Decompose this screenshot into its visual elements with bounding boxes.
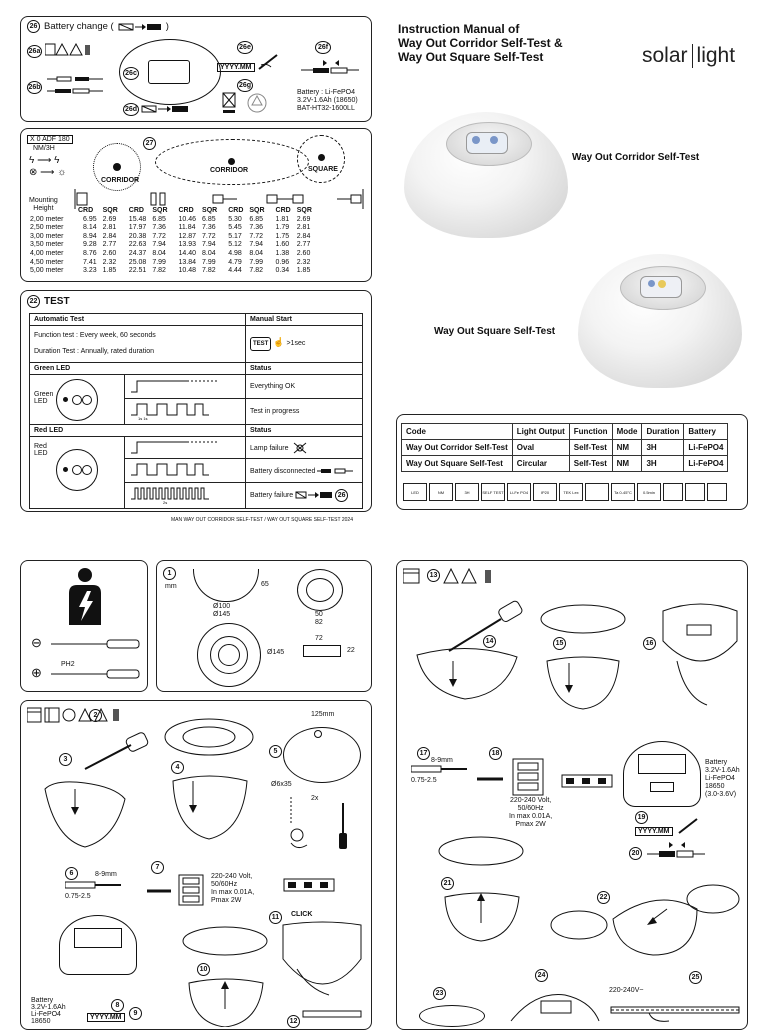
- step-number: 24: [535, 969, 548, 982]
- substep-26e: 26e: [237, 41, 253, 54]
- square-product-label: Way Out Square Self-Test: [434, 326, 556, 337]
- step-number: 26: [27, 20, 40, 33]
- snap-cover-illustration: [279, 919, 365, 1019]
- light-symbols: ϟ ⟶ ϟ ⊗ ⟶ ☼: [29, 155, 67, 178]
- spec-icon: NM: [429, 483, 453, 501]
- battery-change-header: 26 Battery change ( ): [27, 20, 169, 33]
- step-number: 22: [27, 295, 40, 308]
- corner-icon-3: [707, 483, 727, 501]
- product-spec-table: [401, 423, 728, 472]
- wire-strip-icon-right: [411, 763, 471, 775]
- install-steps-right-panel: 13 14 15 16 17 8-9mm 0.75-2.5 18 220-240 Volt, 50/60Hz In max 0.01A, Pmax 2W Battery 3.2V-1.6Ah Li-FePO4 18650 (3.0-3.6V) 19 YYYY.MM 20 21 22 23 24 220-240V~ 25: [396, 560, 748, 1030]
- dimensions-panel: 1 mm 65 Ø100 Ø145 50 82 Ø145 72 22: [156, 560, 372, 692]
- power-rating: 220-240 Volt, 50/60Hz In max 0.01A, Pmax 2W: [211, 873, 255, 904]
- connector-block-icon: [283, 875, 337, 893]
- spec-mode: NM/3H: [33, 145, 55, 152]
- battery-holder-drawing-right: [623, 741, 701, 807]
- spec-header: Code: [402, 424, 513, 440]
- wire-strip-icon: [65, 879, 125, 891]
- square-label: SQUARE: [308, 166, 338, 173]
- corner-icon-1: [663, 483, 683, 501]
- green-led-header: Green LED: [30, 363, 246, 375]
- step-number: 21: [441, 877, 454, 890]
- test-title: TEST: [44, 296, 70, 307]
- spec-icon: IP20: [533, 483, 557, 501]
- substep-26b: 26b: [27, 81, 42, 94]
- electrician-warning-icon: [65, 567, 105, 625]
- substep-26d: 26d: [123, 103, 139, 116]
- manual-start-header: Manual Start: [246, 314, 363, 326]
- phillips-screwdriver-icon: [51, 669, 141, 679]
- battery-replace-icon: [141, 103, 191, 115]
- duration-test-text: Duration Test : Annually, rated duration: [34, 348, 154, 355]
- spec-icon: LED: [403, 483, 427, 501]
- step-number: 8: [111, 999, 124, 1012]
- date-box-right: YYYY.MM: [635, 827, 673, 836]
- lamp-failure-icon: [290, 442, 310, 454]
- battery-disconnected-icon: [317, 466, 353, 476]
- battery-failure-status: Battery failure: [250, 492, 294, 499]
- ceiling-close-illustration: [425, 833, 535, 943]
- signal-fast-blink-icon: [129, 486, 219, 504]
- red-led-header: Red LED: [30, 425, 246, 437]
- spec-icon: [585, 483, 609, 501]
- side-view-drawing: [193, 569, 259, 602]
- lamp-failure-status: Lamp failure: [250, 444, 289, 452]
- connector-connect-icon-right: [647, 841, 707, 861]
- test-panel: [20, 290, 372, 523]
- corridor-oval-label: CORRIDOR: [210, 167, 249, 174]
- step-number: 5: [269, 745, 282, 758]
- spec-icon: Ta 0-45°C: [611, 483, 635, 501]
- top-view-small: [297, 569, 343, 611]
- spec-row: Way Out Square Self-Test Circular Self-Test NM 3H Li-FePO4: [402, 456, 728, 472]
- spec-header: Duration: [642, 424, 684, 440]
- phillips-screwdriver-symbol: ⊕: [31, 665, 42, 680]
- battery-change-panel: [20, 16, 372, 122]
- tools-panel: [20, 560, 148, 692]
- spec-icon: Li-Fe PO4: [507, 483, 531, 501]
- connector-block-icon-right: [561, 771, 615, 789]
- substep-26a: 26a: [27, 45, 42, 58]
- square-circle-area: [297, 135, 345, 183]
- date-box: YYYY.MM: [217, 63, 255, 72]
- flat-screwdriver-icon: [51, 639, 141, 649]
- test-header: [27, 295, 70, 308]
- power-rating-right: 220-240 Volt, 50/60Hz In max 0.01A, Pmax 2W: [509, 797, 553, 828]
- mounting-row: 3,00 meter 8.94 2.84 20.38 7.72 12.87 7.72 5.17 7.72 1.75 2.84: [30, 232, 311, 240]
- spec-header: Light Output: [512, 424, 569, 440]
- mounting-row: 2,50 meter 8.14 2.81 17.97 7.36 11.84 7.36 5.45 7.36 1.79 2.81: [30, 224, 311, 232]
- signal-steady-icon: [129, 379, 219, 393]
- spec-row: Way Out Corridor Self-Test Oval Self-Test NM 3H Li-FePO4: [402, 440, 728, 456]
- mounting-plate-drawing: [283, 727, 361, 783]
- mounting-distance-table: CRD SQR CRD SQR CRD SQR CRD SQR CRD SQR 2,00 meter 6.95 2.69 15.48 6.85 10.46 6.85 5.30 6.85 1.81 2.69 2,50 meter 8.14 2.81 17.97 7.36 11.84 7.36 5.45 7.36 1.79 2.81 3,00 meter 8.94 2.84 20.38 7.72 12.87 7.72 5.17 7.72 1.75 2.84 3,50 meter 9.28 2.77 22.63 7.94 13.93 7.94 5.12 7.94 1.60 2.77 4,00 meter 8.76 2.60 24.37 8.04 14.40 8.04 4.98 8.04 1.38 2.60 4,50 meter 7.41 2.32 25.08 7.99 13.84 7.99 4.79 7.99 0.96 2.32 5,00 meter 3.23 1.85 22.51 7.82 10.48 7.82 4.44 7.82 0.34 1.85: [27, 207, 315, 276]
- warning-icons: [45, 43, 93, 57]
- signal-steady-red-icon: [129, 440, 219, 454]
- status-header-red: Status: [246, 425, 363, 437]
- ph2-label: PH2: [61, 661, 75, 668]
- step-number: 25: [689, 971, 702, 984]
- everything-ok-status: Everything OK: [246, 375, 363, 399]
- mounting-row: 2,00 meter 6.95 2.69 15.48 6.85 10.46 6.85 5.30 6.85 1.81 2.69: [30, 215, 311, 223]
- step-number: 1: [163, 567, 176, 580]
- mounting-warning-icons: [27, 707, 137, 723]
- hand-press-icon: ☝: [273, 337, 285, 347]
- recycle-icons: [221, 91, 271, 117]
- spec-icon: TEK Lex: [559, 483, 583, 501]
- bottom-view-drawing: [197, 623, 261, 687]
- install-steps-left-panel: 2 3 4 5 125mm Ø6x35 2x 6 8-9mm 0.75-2.5 7 220-240 Volt, 50/60Hz In max 0.01A, Pmax 2W Battery 3.2V-1.6Ah Li-FePO4 18650 8 YYYY.MM 9 10 11 CLICK 12: [20, 700, 372, 1030]
- ceiling-wire-illustration: [609, 997, 741, 1027]
- step-number: 22: [597, 891, 610, 904]
- corridor-label: CORRIDOR: [101, 177, 140, 184]
- battery-info-right: Battery 3.2V-1.6Ah Li-FePO4 18650 (3.0-3.6V): [705, 759, 740, 798]
- connector-connect-icon: [301, 59, 361, 75]
- date-box: YYYY.MM: [87, 1013, 125, 1022]
- step-number: 27: [143, 137, 156, 150]
- ceiling-warning-icons: [403, 567, 499, 585]
- battery-spec: Battery : Li-FePO4 3.2V-1.6Ah (18650) BAT-HT32-1600LL: [297, 89, 358, 112]
- step-number: 23: [433, 987, 446, 1000]
- automatic-test-header: Automatic Test: [30, 314, 246, 326]
- connector-disconnect-icon: [47, 71, 109, 99]
- step-number: 12: [287, 1015, 300, 1028]
- battery-disconnected-status: Battery disconnected: [250, 467, 316, 475]
- battery-info-left: Battery 3.2V-1.6Ah Li-FePO4 18650: [31, 997, 66, 1025]
- flat-screwdriver-symbol: ⊖: [31, 635, 42, 650]
- mounting-row: 5,00 meter 3.23 1.85 22.51 7.82 10.48 7.82 4.44 7.82 0.34 1.85: [30, 267, 311, 275]
- open-cover-illustration: [35, 729, 155, 859]
- status-header: Status: [246, 363, 363, 375]
- spec-header: Battery: [684, 424, 728, 440]
- ceiling-open-illustration: [409, 591, 529, 701]
- pen-icon-right: [677, 817, 701, 835]
- mounting-distance-panel: [20, 128, 372, 282]
- ceiling-hold-illustration: [657, 601, 743, 711]
- step-number: 19: [635, 811, 648, 824]
- signal-slow-blink-icon: [129, 462, 219, 478]
- click-label: CLICK: [291, 911, 313, 918]
- mounting-height-header: Mounting Height: [29, 197, 58, 212]
- corridor-oval-area: [155, 139, 309, 185]
- ceiling-remove-illustration: [533, 601, 633, 711]
- mount-plate-drawing: [303, 645, 341, 657]
- svg-text:2s: 2s: [163, 499, 168, 504]
- pen-icon: [257, 53, 281, 71]
- battery-holder-drawing: [59, 915, 137, 975]
- spec-icon: SELF TEST: [481, 483, 505, 501]
- green-led-luminaire-drawing: [56, 379, 98, 421]
- mounting-row: 4,00 meter 8.76 2.60 24.37 8.04 14.40 8.04 4.98 8.04 1.38 2.60: [30, 249, 311, 257]
- step-number: 6: [65, 867, 78, 880]
- certification-icons: [403, 483, 729, 501]
- battery-change-title: Battery change (: [44, 21, 114, 32]
- test-status-table: Automatic Test Manual Start Function test : Every week, 60 seconds Duration Test : Annually, rated duration TEST ☝ >1sec Green LED Status Green LED Everything OK 1s 1s Test in progress Red LED Status Red LED Lamp failure Battery disconnected 2s Battery failure 26: [29, 313, 363, 509]
- corridor-product-image: [404, 112, 568, 238]
- spec-table-panel: [396, 414, 748, 510]
- substep-26f: 26f: [315, 41, 331, 54]
- step-number: 11: [269, 911, 282, 924]
- signal-blink-icon: [129, 402, 219, 420]
- brand-logo: solar light: [642, 44, 736, 67]
- substep-26c: 26c: [123, 67, 139, 80]
- press-duration: >1sec: [286, 340, 306, 347]
- corner-icon-2: [685, 483, 705, 501]
- remove-base-illustration: [153, 711, 273, 851]
- step-number: 15: [553, 637, 566, 650]
- step-number: 7: [151, 861, 164, 874]
- step-number: 16: [643, 637, 656, 650]
- function-test-text: Function test : Every week, 60 seconds: [34, 332, 156, 339]
- red-led-luminaire-drawing: [56, 449, 98, 491]
- spec-icon: 0.5min: [637, 483, 661, 501]
- battery-failure-icon: [295, 490, 333, 500]
- step-number: 9: [129, 1007, 142, 1020]
- substep-26g: 26g: [237, 79, 253, 92]
- page-footer: MAN WAY OUT CORRIDOR SELF-TEST / WAY OUT SQUARE SELF-TEST 2024: [171, 517, 353, 523]
- spec-icon: 3H: [455, 483, 479, 501]
- spring-clip-illustration: [505, 981, 605, 1027]
- step-number: 3: [59, 753, 72, 766]
- step-number: 13: [427, 569, 440, 582]
- screw-mounting-icons: [277, 793, 357, 853]
- corridor-product-label: Way Out Corridor Self-Test: [572, 152, 700, 163]
- spec-header: Function: [569, 424, 612, 440]
- step-number: 18: [489, 747, 502, 760]
- mounting-row: 4,50 meter 7.41 2.32 25.08 7.99 13.84 7.99 4.79 7.99 0.96 2.32: [30, 258, 311, 266]
- square-product-image: [578, 254, 742, 388]
- close-cover-illustration: [169, 923, 279, 1027]
- spec-header: Mode: [612, 424, 642, 440]
- step-number: 20: [629, 847, 642, 860]
- step-number: 14: [483, 635, 496, 648]
- test-in-progress-status: Test in progress: [246, 399, 363, 425]
- step-number: 10: [197, 963, 210, 976]
- battery-swap-icon: [118, 22, 162, 32]
- terminal-block-icon-right: [477, 757, 557, 797]
- spec-box: X 0 ADF 180: [27, 135, 73, 144]
- manual-title: Instruction Manual of Way Out Corridor Self-Test & Way Out Square Self-Test: [398, 22, 563, 64]
- mounting-row: 3,50 meter 9.28 2.77 22.63 7.94 13.93 7.94 5.12 7.94 1.60 2.77: [30, 241, 311, 249]
- step-number: 2: [89, 709, 102, 722]
- test-button[interactable]: TEST: [250, 337, 271, 351]
- step-number: 17: [417, 747, 430, 760]
- step-number: 4: [171, 761, 184, 774]
- svg-text:1s 1s: 1s 1s: [138, 415, 148, 420]
- attach-dome-illustration: [547, 879, 743, 959]
- battery-failure-ref: 26: [335, 489, 348, 502]
